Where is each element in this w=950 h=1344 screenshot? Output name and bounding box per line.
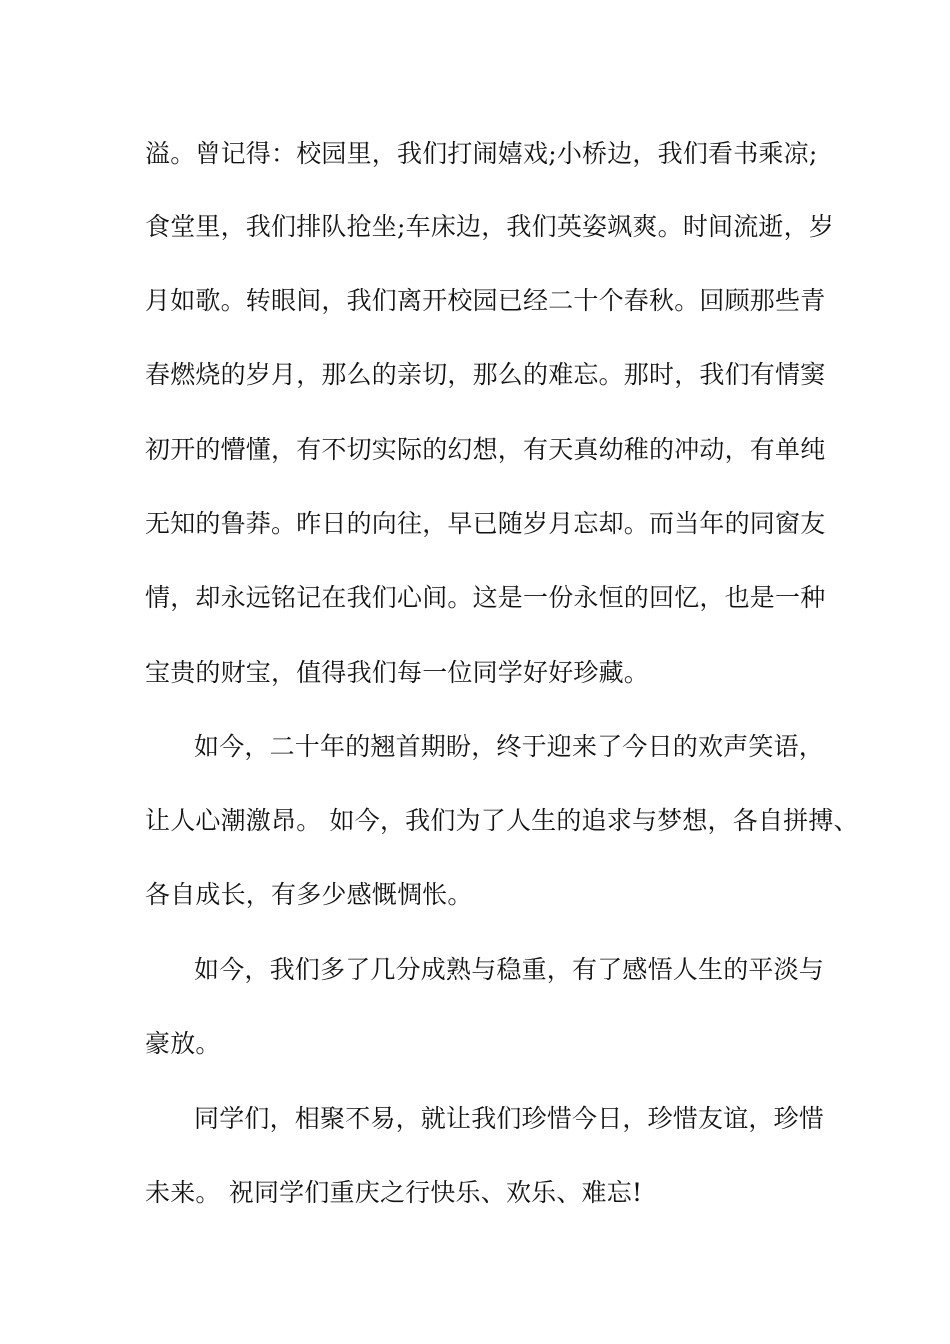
paragraph-start-line-3: 同学们，相聚不易，就让我们珍惜今日，珍惜友谊，珍惜 <box>194 1104 825 1133</box>
text-line-15: 未来。 祝同学们重庆之行快乐、欢乐、难忘! <box>145 1178 643 1207</box>
text-line-11: 各自成长，有多少感慨惆怅。 <box>145 880 473 909</box>
text-line-5: 初开的懵懂，有不切实际的幻想，有天真幼稚的冲动，有单纯 <box>145 435 826 464</box>
text-line-2: 食堂里，我们排队抢坐;车床边，我们英姿飒爽。时间流逝，岁 <box>145 212 835 241</box>
text-line-7: 情，却永远铭记在我们心间。这是一份永恒的回忆，也是一种 <box>145 583 826 612</box>
text-line-1: 溢。曾记得：校园里，我们打闹嬉戏;小桥边，我们看书乘凉; <box>145 139 818 168</box>
paragraph-start-line-1: 如今，二十年的翘首期盼，终于迎来了今日的欢声笑语， <box>194 732 825 761</box>
text-line-6: 无知的鲁莽。昨日的向往，早已随岁月忘却。而当年的同窗友 <box>145 509 826 538</box>
text-line-13: 豪放。 <box>145 1029 221 1058</box>
text-line-10: 让人心潮激昂。 如今，我们为了人生的追求与梦想，各自拼搏、 <box>145 806 859 835</box>
text-line-3: 月如歌。转眼间，我们离开校园已经二十个春秋。回顾那些青 <box>145 286 826 315</box>
paragraph-start-line-2: 如今，我们多了几分成熟与稳重，有了感悟人生的平淡与 <box>194 955 825 984</box>
text-line-8: 宝贵的财宝，值得我们每一位同学好好珍藏。 <box>145 658 650 687</box>
text-line-4: 春燃烧的岁月，那么的亲切，那么的难忘。那时，我们有情窦 <box>145 360 826 389</box>
